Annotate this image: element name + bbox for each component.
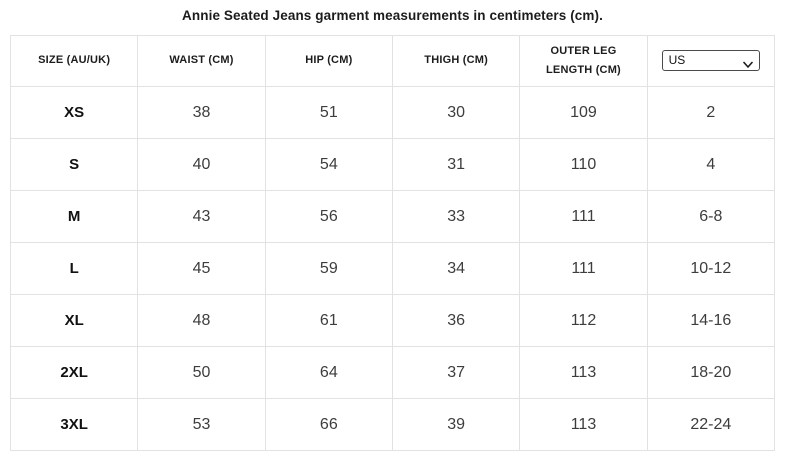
table-row [11, 191, 775, 243]
cell-us-size: 10-12 [647, 243, 774, 295]
column-header-hip: HIP (CM) [265, 36, 392, 87]
cell-thigh: 31 [392, 139, 519, 191]
cell-outer-leg: 109 [520, 87, 647, 139]
cell-hip: 54 [265, 139, 392, 191]
page-title: Annie Seated Jeans garment measurements in centimeters (cm). [182, 8, 603, 23]
table-row [11, 399, 775, 451]
cell-thigh: 30 [392, 87, 519, 139]
cell-waist: 45 [138, 243, 265, 295]
cell-us-size: 18-20 [647, 347, 774, 399]
cell-us-size: 14-16 [647, 295, 774, 347]
cell-outer-leg: 110 [520, 139, 647, 191]
region-select-wrap [662, 55, 760, 67]
table-row [11, 243, 775, 295]
cell-us-size: 2 [647, 87, 774, 139]
column-header-waist: WAIST (CM) [138, 36, 265, 87]
cell-hip: 51 [265, 87, 392, 139]
cell-size: M [11, 191, 138, 243]
cell-thigh: 33 [392, 191, 519, 243]
cell-outer-leg: 111 [520, 243, 647, 295]
cell-hip: 56 [265, 191, 392, 243]
cell-thigh: 36 [392, 295, 519, 347]
cell-thigh: 39 [392, 399, 519, 451]
cell-us-size: 6-8 [647, 191, 774, 243]
table-row [11, 139, 775, 191]
table-row [11, 295, 775, 347]
cell-us-size: 4 [647, 139, 774, 191]
cell-outer-leg: 113 [520, 399, 647, 451]
cell-size: S [11, 139, 138, 191]
cell-us-size: 22-24 [647, 399, 774, 451]
column-header-thigh: THIGH (CM) [392, 36, 519, 87]
region-select[interactable] [662, 50, 760, 71]
cell-size: L [11, 243, 138, 295]
cell-size: 2XL [11, 347, 138, 399]
cell-size: 3XL [11, 399, 138, 451]
column-header-size: SIZE (AU/UK) [11, 36, 138, 87]
cell-thigh: 34 [392, 243, 519, 295]
cell-waist: 40 [138, 139, 265, 191]
cell-hip: 61 [265, 295, 392, 347]
cell-hip: 66 [265, 399, 392, 451]
cell-waist: 38 [138, 87, 265, 139]
cell-waist: 43 [138, 191, 265, 243]
cell-hip: 64 [265, 347, 392, 399]
garment-measurements-table [10, 35, 775, 451]
cell-hip: 59 [265, 243, 392, 295]
table-row [11, 347, 775, 399]
cell-outer-leg: 112 [520, 295, 647, 347]
column-header-outer-leg: OUTER LEG LENGTH (CM) [520, 36, 647, 87]
cell-waist: 48 [138, 295, 265, 347]
cell-outer-leg: 113 [520, 347, 647, 399]
table-header-row [11, 36, 775, 87]
cell-size: XS [11, 87, 138, 139]
cell-waist: 53 [138, 399, 265, 451]
cell-outer-leg: 111 [520, 191, 647, 243]
table-row [11, 87, 775, 139]
cell-waist: 50 [138, 347, 265, 399]
cell-size: XL [11, 295, 138, 347]
cell-thigh: 37 [392, 347, 519, 399]
column-header-region [647, 36, 774, 87]
